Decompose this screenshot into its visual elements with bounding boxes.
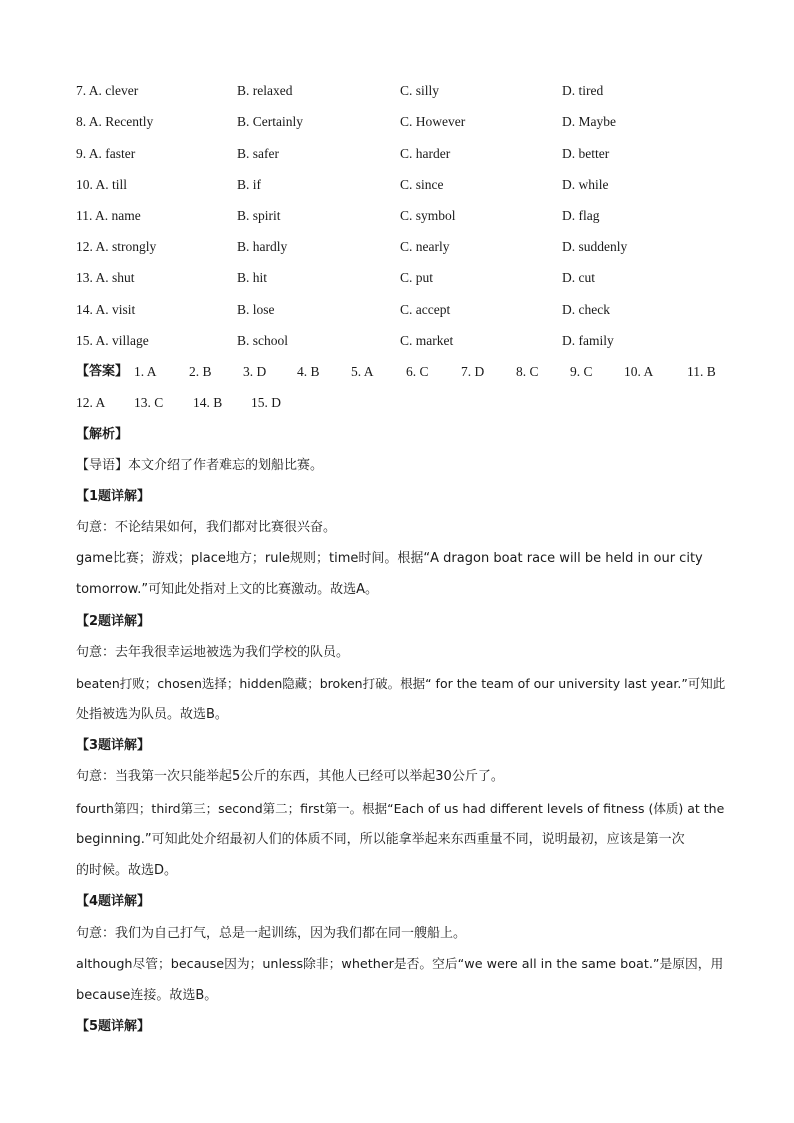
- option-a: 8. A. Recently: [76, 114, 154, 129]
- answer-item: 9. C: [570, 364, 593, 379]
- option-b: B. if: [237, 177, 262, 192]
- q1-heading: 【1题详解】: [76, 489, 151, 504]
- option-row-14: [76, 300, 756, 320]
- answer-item: 3. D: [243, 364, 267, 379]
- q4-heading: 【4题详解】: [76, 894, 151, 909]
- option-row-15: [76, 331, 756, 351]
- answer-item: 2. B: [189, 364, 212, 379]
- option-a: 11. A. name: [76, 208, 141, 223]
- option-d: D. tired: [562, 83, 604, 98]
- q5-heading: 【5题详解】: [76, 1019, 151, 1034]
- option-b: B. school: [237, 333, 289, 348]
- answer-item: 4. B: [297, 364, 320, 379]
- answer-item: 10. A: [624, 364, 654, 379]
- option-c: C. since: [400, 177, 444, 192]
- q3-heading: 【3题详解】: [76, 738, 151, 753]
- option-d: D. family: [562, 333, 614, 348]
- option-a: 7. A. clever: [76, 83, 139, 98]
- q3-explanation-line3: 的时候。故选D。: [76, 863, 178, 878]
- option-row-9: [76, 144, 756, 164]
- option-a: 9. A. faster: [76, 146, 136, 161]
- answer-item: 6. C: [406, 364, 429, 379]
- q3-explanation-line2: beginning.”可知此处介绍最初人们的体质不同，所以能拿举起来东西重量不同，说明最初，应该是第一次: [76, 832, 685, 847]
- option-d: D. better: [562, 146, 610, 161]
- option-a: 10. A. till: [76, 177, 128, 192]
- option-a: 15. A. village: [76, 333, 149, 348]
- option-b: B. relaxed: [237, 83, 293, 98]
- option-c: C. symbol: [400, 208, 456, 223]
- option-row-7: [76, 81, 756, 101]
- option-b: B. hit: [237, 270, 268, 285]
- answer-item: 8. C: [516, 364, 539, 379]
- q2-heading: 【2题详解】: [76, 614, 151, 629]
- q1-explanation-line2: tomorrow.”可知此处指对上文的比赛激动。故选A。: [76, 582, 378, 597]
- answer-item: 14. B: [193, 395, 223, 410]
- option-row-12: [76, 237, 756, 257]
- answer-row-1: [76, 362, 756, 382]
- option-d: D. check: [562, 302, 610, 317]
- option-row-8: [76, 112, 756, 132]
- answer-row-2: [76, 393, 376, 413]
- q4-meaning: 句意：我们为自己打气，总是一起训练，因为我们都在同一艘船上。: [76, 926, 467, 941]
- option-c: C. However: [400, 114, 466, 129]
- q1-meaning: 句意：不论结果如何，我们都对比赛很兴奋。: [76, 520, 337, 535]
- option-d: D. cut: [562, 270, 595, 285]
- option-b: B. hardly: [237, 239, 288, 254]
- answer-item: 5. A: [351, 364, 374, 379]
- q2-meaning: 句意：去年我很幸运地被选为我们学校的队员。: [76, 645, 350, 660]
- q4-explanation-line1: although尽管；because因为；unless除非；whether是否。空后“we were all in the same boat.”是原因，用: [76, 957, 724, 972]
- option-a: 14. A. visit: [76, 302, 136, 317]
- option-b: B. safer: [237, 146, 279, 161]
- option-d: D. suddenly: [562, 239, 628, 254]
- answer-item: 1. A: [134, 364, 157, 379]
- q2-explanation-line2: 处指被选为队员。故选B。: [76, 707, 228, 722]
- analysis-label: 【解析】: [76, 427, 129, 442]
- option-row-13: [76, 268, 756, 288]
- option-c: C. market: [400, 333, 454, 348]
- option-d: D. while: [562, 177, 609, 192]
- q3-meaning: 句意：当我第一次只能举起5公斤的东西，其他人已经可以举起30公斤了。: [76, 769, 504, 784]
- q2-explanation-line1: beaten打败；chosen选择；hidden隐藏；broken打破。根据“ for the team of our university last year.”可知此: [76, 676, 726, 691]
- intro-text: 【导语】本文介绍了作者难忘的划船比赛。: [76, 458, 324, 473]
- option-d: D. Maybe: [562, 114, 616, 129]
- answer-item: 7. D: [461, 364, 485, 379]
- answer-label: 【答案】: [76, 364, 129, 379]
- option-c: C. nearly: [400, 239, 450, 254]
- q1-explanation-line1: game比赛；游戏；place地方；rule规则；time时间。根据“A dragon boat race will be held in our city: [76, 551, 703, 566]
- option-d: D. flag: [562, 208, 600, 223]
- option-a: 12. A. strongly: [76, 239, 157, 254]
- answer-item: 12. A: [76, 395, 106, 410]
- option-c: C. silly: [400, 83, 440, 98]
- option-a: 13. A. shut: [76, 270, 135, 285]
- option-b: B. lose: [237, 302, 275, 317]
- answer-item: 13. C: [134, 395, 164, 410]
- answer-item: 11. B: [687, 364, 716, 379]
- answer-item: 15. D: [251, 395, 281, 410]
- option-b: B. spirit: [237, 208, 281, 223]
- option-row-11: [76, 206, 756, 226]
- q3-explanation-line1: fourth第四；third第三；second第二；first第一。根据“Each of us had different levels of fitness (体质) at the: [76, 801, 725, 816]
- option-c: C. harder: [400, 146, 451, 161]
- option-b: B. Certainly: [237, 114, 303, 129]
- option-row-10: [76, 175, 756, 195]
- option-c: C. put: [400, 270, 434, 285]
- q4-explanation-line2: because连接。故选B。: [76, 988, 218, 1003]
- option-c: C. accept: [400, 302, 451, 317]
